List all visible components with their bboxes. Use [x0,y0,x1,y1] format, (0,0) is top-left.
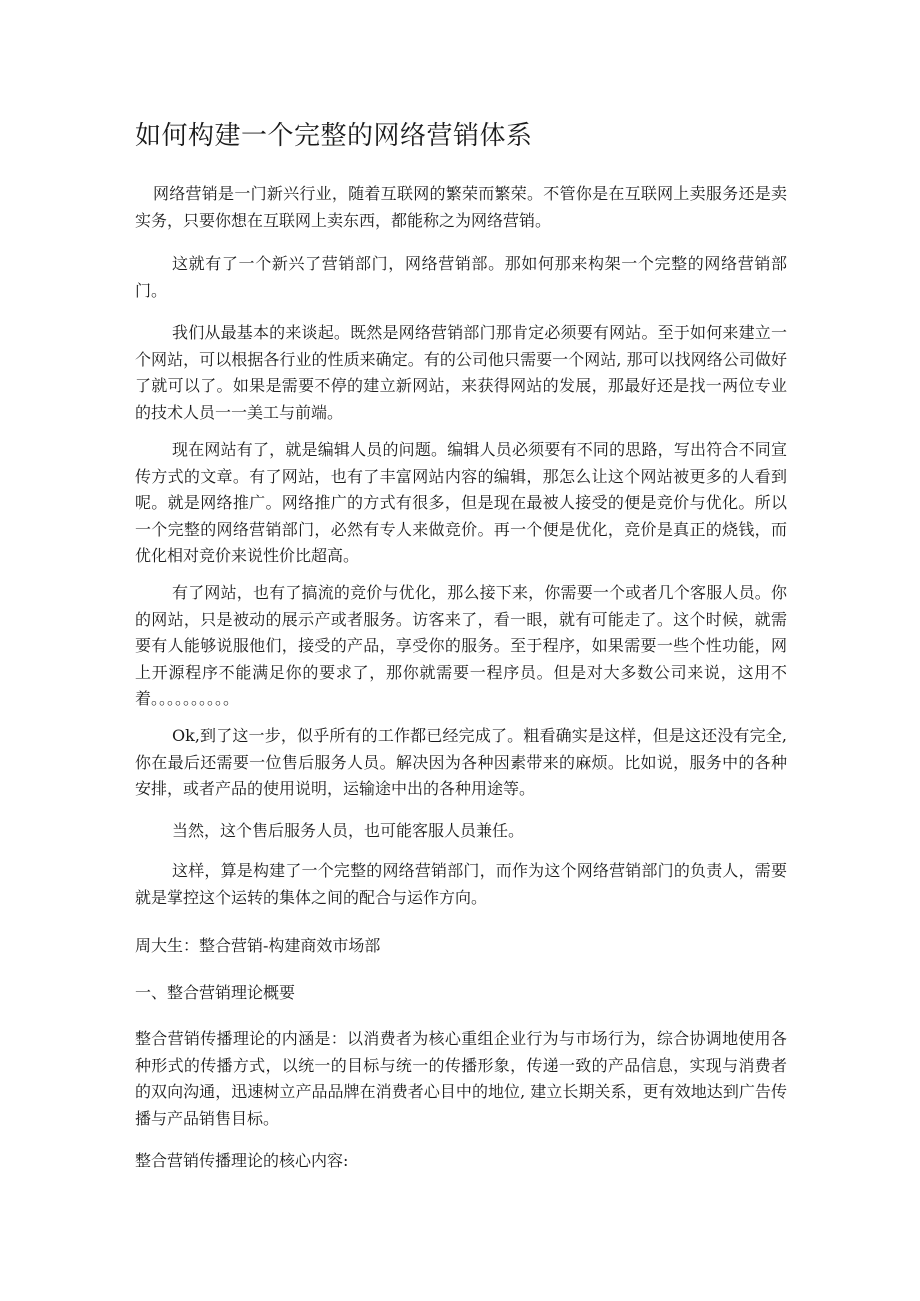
paragraph-after-sales: Ok,到了这一步，似乎所有的工作都已经完成了。粗看确实是这样，但是这还没有完全, 你在最后还需要一位售后服务人员。解决因为各种因素带来的麻烦。比如说，服务中的各种安排，或者产品的使用说明，运输途中出的各种用途等。 [135,726,787,798]
paragraph-customer-service: 有了网站，也有了搞流的竞价与优化，那么接下来，你需要一个或者几个客服人员。你的网站，只是被动的展示产或者服务。访客来了，看一眼，就有可能走了。这个时候，就需要有人能够说服他们，接受的产品，享受你的服务。至于程序，如果需要一些个性功能，网上开源程序不能满足你的要求了，那你就需要一程序员。但是对大多数公司来说，这用不着。。。。。。。。。。 [135,583,787,708]
paragraph-intro: 网络营销是一门新兴行业，随着互联网的繁荣而繁荣。不管你是在互联网上卖服务还是卖实务，只要你想在互联网上卖东西，都能称之为网络营销。 [135,184,787,230]
paragraph-conclusion: 这样，算是构建了一个完整的网络营销部门，而作为这个网络营销部门的负责人，需要就是掌控这个运转的集体之间的配合与运作方向。 [135,861,787,907]
core-content-heading: 整合营销传播理论的核心内容: [135,1151,349,1170]
section-heading-theory: 一、整合营销理论概要 [135,983,296,1002]
paragraph-website: 我们从最基本的来谈起。既然是网络营销部门那肯定必须要有网站。至于如何来建立一个网站，可以根据各行业的性质来确定。有的公司他只需要一个网站, 那可以找网络公司做好了就可以了。如果是需要不停的建立新网站，来获得网站的发展，那最好还是找一两位专业的技术人员一一美工与前端。 [135,323,787,422]
paragraph-department: 这就有了一个新兴了营销部门，网络营销部。那如何那来构架一个完整的网络营销部门。 [135,254,787,300]
paragraph-concurrent-role: 当然，这个售后服务人员，也可能客服人员兼任。 [172,821,525,840]
paragraph-theory: 整合营销传播理论的内涵是：以消费者为核心重组企业行为与市场行为，综合协调地使用各种形式的传播方式，以统一的目标与统一的传播形象，传递一致的产品信息，实现与消费者的双向沟通，迅速树立产品品牌在消费者心目中的地位, 建立长期关系，更有效地达到广告传播与产品销售目标。 [135,1029,787,1128]
document-title: 如何构建一个完整的网络营销体系 [135,121,533,151]
paragraph-editors: 现在网站有了，就是编辑人员的问题。编辑人员必须要有不同的思路，写出符合不同宣传方式的文章。有了网站，也有了丰富网站内容的编辑，那怎么让这个网站被更多的人看到呢。就是网络推广。网络推广的方式有很多，但是现在最被人接受的便是竞价与优化。所以一个完整的网络营销部门，必然有专人来做竞价。再一个便是优化，竞价是真正的烧钱，而优化相对竞价来说性价比超高。 [135,440,787,565]
author-line: 周大生：整合营销-构建商效市场部 [135,936,381,955]
